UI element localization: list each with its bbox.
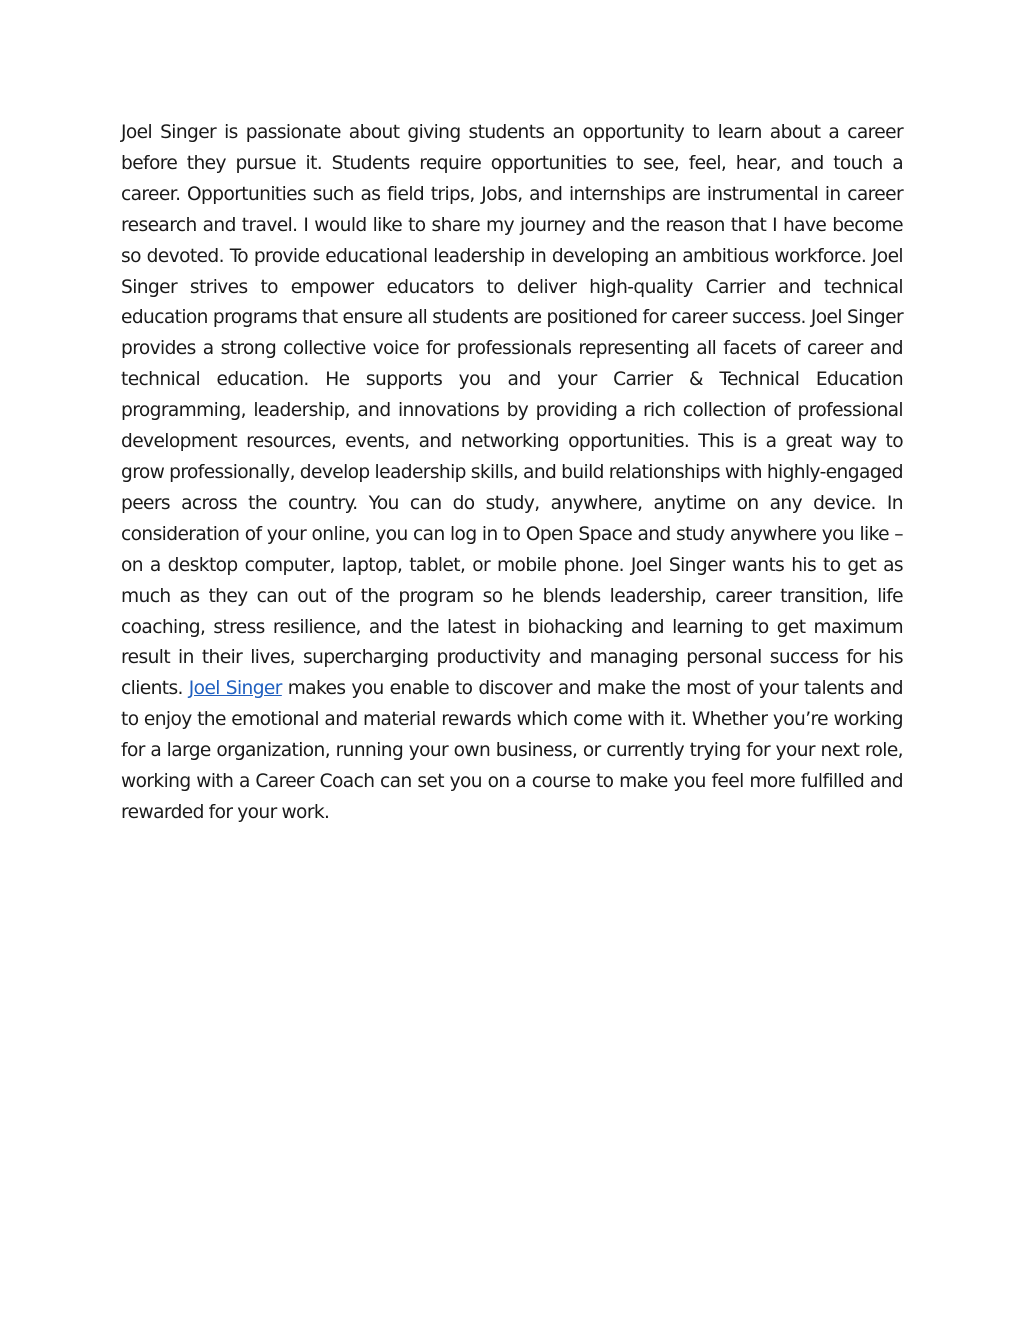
body-paragraph: [121, 118, 903, 829]
joel-singer-link[interactable]: Joel Singer: [188, 678, 282, 700]
paragraph-text-after-link: makes you enable to discover and make the most of your talents and to enjoy the emotional and material rewards which come with it. Whether you’re working for a large organization, running your own business, or currently trying for your next role, working with a Career Coach can set you on a course to make you feel more fulfilled and rewarded for your work.: [121, 678, 903, 823]
paragraph-text-before-link: Joel Singer is passionate about giving students an opportunity to learn about a career before they pursue it. Students require opportunities to see, feel, hear, and touch a career. Opportunities such as field trips, Jobs, and internships are instrumental in career research and travel. I would like to share my journey and the reason that I have become so devoted. To provide educational leadership in developing an ambitious workforce. Joel Singer strives to empower educators to deliver high-quality Carrier and technical education programs that ensure all students are positioned for career success. Joel Singer provides a strong collective voice for professionals representing all facets of career and technical education. He supports you and your Carrier & Technical Education programming, leadership, and innovations by providing a rich collection of professional development resources, events, and networking opportunities. This is a great way to grow professionally, develop leadership skills, and build relationships with highly-engaged peers across the country. You can do study, anywhere, anytime on any device. In consideration of your online, you can log in to Open Space and study anywhere you like – on a desktop computer, laptop, tablet, or mobile phone. Joel Singer wants his to get as much as they can out of the program so he blends leadership, career transition, life coaching, stress resilience, and the latest in biohacking and learning to get maximum result in their lives, supercharging productivity and managing personal success for his clients.: [121, 122, 903, 700]
